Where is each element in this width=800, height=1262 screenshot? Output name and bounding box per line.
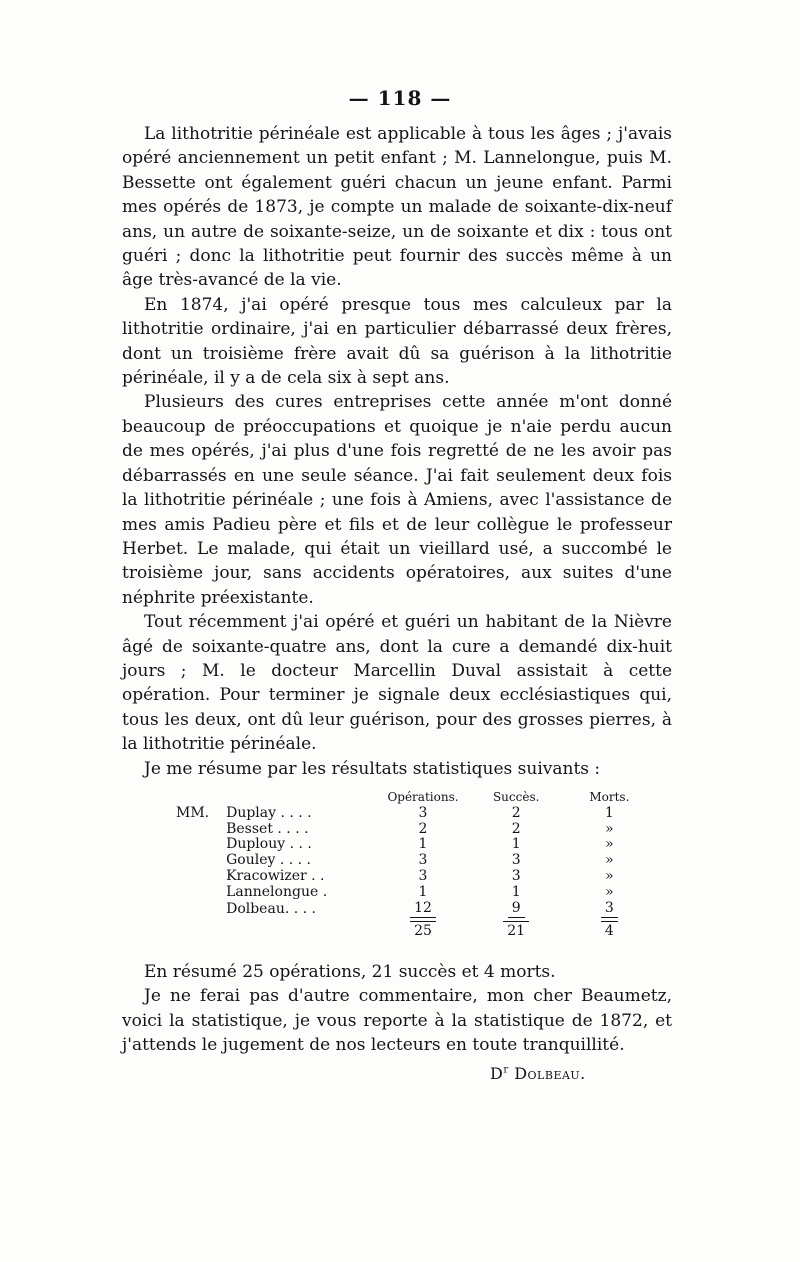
succes-cell: 9: [508, 901, 525, 919]
table-header-row: [176, 790, 656, 806]
paragraph: Plusieurs des cures entreprises cette année m'ont donné beaucoup de préoccupations et quoique je n'aie perdu aucun de mes opérés, j'ai plus d'une fois regretté de ne les avoir pas débarrassés en une seule séance. J'ai fait seulement deux fois la lithotritie périnéale ; une fois à Amiens, avec l'assistance de mes amis Padieu père et fils et de leur collègue le professeur Herbet. Le malade, qui était un vieillard usé, a succombé le troisième jour, sans accidents opératoires, aux suites d'une néphrite préexistante.: [122, 392, 672, 608]
table-row: [176, 806, 656, 822]
succes-cell: 2: [511, 820, 521, 837]
succes-cell: 3: [511, 867, 521, 884]
totals-row: [176, 918, 656, 940]
table-row: [176, 885, 656, 901]
succes-cell: 1: [511, 883, 521, 900]
page-number: — 118 —: [348, 86, 452, 110]
succes-cell: 1: [511, 836, 521, 853]
signature-name: Dolbeau.: [514, 1064, 586, 1083]
surgeon-name: Lannelongue .: [226, 883, 328, 900]
morts-cell: »: [605, 852, 614, 869]
succes-cell: 2: [511, 804, 521, 821]
surgeon-name: Duplay . . . .: [226, 804, 312, 821]
morts-cell: »: [605, 883, 614, 900]
paragraph: Tout récemment j'ai opéré et guéri un habitant de la Nièvre âgé de soixante-quatre ans, dont la cure a demandé dix-huit jours ; M. le docteur Marcellin Duval assistait à cette opération. Pour terminer je signale deux ecclésiastiques qui, tous les deux, ont dû leur guérison, pour des grosses pierres, à la lithotritie périnéale.: [122, 612, 672, 755]
paragraph: En 1874, j'ai opéré presque tous mes calculeux par la lithotritie ordinaire, j'ai en particulier débarrassé deux frères, dont un troisième frère avait dû sa guérison à la lithotritie périnéale, il y a de cela six à sept ans.: [122, 294, 672, 389]
total-operations: 25: [410, 921, 436, 940]
closing-text: [122, 960, 672, 1058]
table-row: [176, 837, 656, 853]
operations-cell: 12: [410, 901, 436, 919]
header-morts: Morts.: [589, 790, 630, 804]
statistics-table: [176, 790, 656, 940]
signature: [490, 1064, 586, 1083]
signature-title: D: [490, 1064, 504, 1083]
surgeon-name: Gouley . . . .: [226, 852, 311, 869]
surgeon-name: Dolbeau. . . .: [226, 900, 316, 917]
summary-paragraph: En résumé 25 opérations, 21 succès et 4 morts.: [144, 962, 556, 982]
operations-cell: 3: [418, 867, 428, 884]
succes-cell: 3: [511, 852, 521, 869]
operations-cell: 3: [418, 804, 428, 821]
row-prefix: MM.: [176, 804, 210, 821]
table-row: [176, 869, 656, 885]
table-row: [176, 853, 656, 869]
operations-cell: 1: [418, 836, 428, 853]
header-operations: Opérations.: [387, 790, 459, 804]
total-morts: 4: [601, 921, 618, 940]
signature-title-sup: r: [503, 1064, 509, 1076]
operations-cell: 1: [418, 883, 428, 900]
header-succes: Succès.: [492, 790, 540, 804]
surgeon-name: Kracowizer . .: [226, 867, 325, 884]
surgeon-name: Duplouy . . .: [226, 836, 312, 853]
closing-paragraph: Je ne ferai pas d'autre commentaire, mon cher Beaumetz, voici la statistique, je vous reporte à la statistique de 1872, et j'attends le jugement de nos lecteurs en toute tranquillité.: [122, 986, 672, 1056]
morts-cell: »: [605, 867, 614, 884]
operations-cell: 3: [418, 852, 428, 869]
morts-cell: 1: [604, 804, 614, 821]
operations-cell: 2: [418, 820, 428, 837]
main-text: [122, 122, 672, 781]
paragraph: Je me résume par les résultats statistiques suivants :: [144, 758, 601, 779]
surgeon-name: Besset . . . .: [226, 820, 309, 837]
morts-cell: »: [605, 836, 614, 853]
morts-cell: 3: [601, 901, 618, 919]
total-succes: 21: [503, 921, 529, 940]
paragraph: La lithotritie périnéale est applicable à tous les âges ; j'avais opéré anciennement un petit enfant ; M. Lannelongue, puis M. Bessette ont également guéri chacun un jeune enfant. Parmi mes opérés de 1873, je compte un malade de soixante-dix-neuf ans, un autre de soixante-seize, un de soixante et dix : tous ont guéri ; donc la lithotritie peut fournir des succès même à un âge très-avancé de la vie.: [122, 124, 672, 291]
morts-cell: »: [605, 820, 614, 837]
table-row: [176, 822, 656, 838]
table-row: [176, 901, 656, 919]
